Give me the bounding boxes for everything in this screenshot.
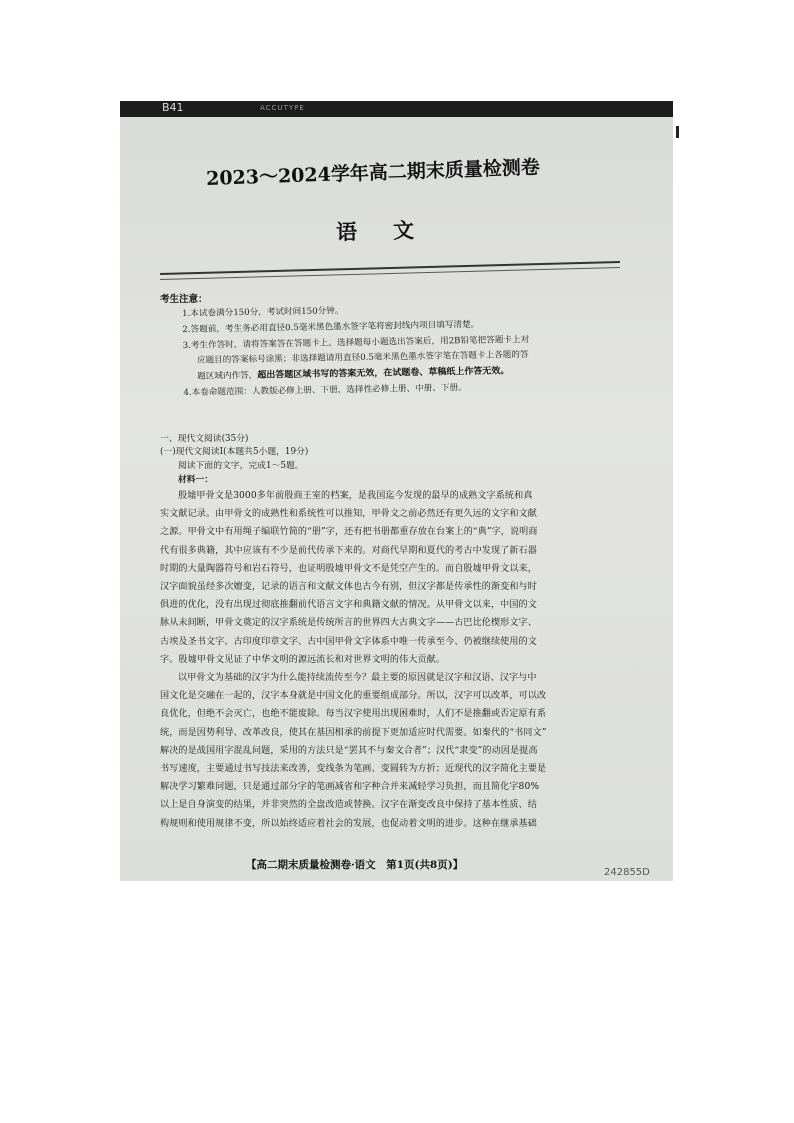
- strip-code: B41: [162, 101, 184, 114]
- top-strip: [120, 101, 673, 117]
- page-footer: 【高二期末质量检测卷·语文 第1页(共8页)】: [246, 859, 464, 871]
- section-subheading: (一)现代文阅读Ⅰ(本题共5小题，19分): [160, 447, 309, 457]
- material-label: 材料一：: [178, 475, 214, 485]
- passage-line: 解决的是战国用字混乱问题，采用的方法只是“罢其不与秦文合者”；汉代“隶变”的动因是提高: [160, 745, 538, 756]
- notice-list: [182, 299, 644, 402]
- passage-line: 脉从未间断，甲骨文奠定的汉字系统是传统所言的世界四大古典文字——古巴比伦楔形文字、: [160, 618, 537, 629]
- strip-brand: ACCUTYPE: [260, 104, 305, 112]
- passage-line: 汉字面貌虽经多次嬗变，记录的语言和文献文体也古今有别，但汉字都是传承性的渐变和与时: [160, 582, 537, 593]
- notice-item: 4.本卷命题范围：人教版必修上册、下册，选择性必修上册、中册、下册。: [183, 383, 467, 398]
- passage-line: 书写速度，主要通过书写技法来改善，变线条为笔画、变圆转为方折；近现代的汉字简化主要是: [160, 764, 547, 775]
- reading-section: [160, 433, 630, 833]
- passage-line: 以上是自身演变的结果，并非突然的全盘改造或替换。汉字在渐变改良中保持了基本性质、结: [160, 800, 537, 811]
- passage-line: 统，而是因势利导、改革改良，使其在基因相承的前提下更加适应时代需要。如秦代的“书同文”: [160, 727, 547, 738]
- notice-heading: 考生注意：: [160, 294, 208, 305]
- notice-item: 2.答题前，考生务必用直径0.5毫米黑色墨水签字笔将密封线内项目填写清楚。: [182, 319, 480, 335]
- edge-mark: [676, 126, 679, 138]
- passage-line: 字。殷墟甲骨文见证了中华文明的源远流长和对世界文明的伟大贡献。: [160, 654, 446, 665]
- notice-warning: 超出答题区域书写的答案无效，在试题卷、草稿纸上作答无效。: [257, 366, 510, 381]
- passage-line: 解决学习繁难问题，只是通过部分字的笔画减省和字种合并来减轻学习负担，而且简化字80%: [160, 782, 540, 793]
- notice-item: 1.本试卷满分150分，考试时间150分钟。: [182, 306, 344, 319]
- document-photo: [120, 101, 673, 881]
- passage-line: 以甲骨文为基础的汉字为什么能持续流传至今？最主要的原因就是汉字和汉语、汉字与中: [178, 673, 537, 684]
- passage-line: 构规则和使用规律不变，所以始终适应着社会的发展，也促动着文明的进步。这种在继承基础: [160, 818, 537, 829]
- passage-line: 国文化是交融在一起的，汉字本身就是中国文化的重要组成部分。所以，汉字可以改革，可以改: [160, 691, 547, 702]
- passage-line: 时期的大量陶器符号和岩石符号，也证明殷墟甲骨文不是凭空产生的。而自殷墟甲骨文以来，: [160, 563, 537, 574]
- notice-item: 3.考生作答时，请将答案答在答题卡上。选择题每小题选出答案后，用2B铅笔把答题卡上对: [182, 334, 530, 351]
- passage-line: 代有很多典籍，其中应该有不少是前代传承下来的。对商代早期和夏代的考古中发现了新石器: [160, 545, 537, 556]
- exam-sheet: [120, 117, 673, 881]
- passage-line: 俱进的优化，没有出现过彻底推翻前代语言文字和典籍文献的情况。从甲骨文以来，中国的文: [160, 600, 537, 611]
- passage-line: 良优化，但绝不会灭亡，也绝不能废除。每当汉字使用出现困难时，人们不是推翻或否定原有系: [160, 709, 547, 720]
- passage-line: 之源。甲骨文中有用绳子编联竹简的“册”字，还有把书册都重存放在台案上的“典”字，说明商: [160, 527, 538, 538]
- passage-line: 实文献记录。由甲骨文的成熟性和系统性可以推知，甲骨文之前必然还有更久远的文字和文献: [160, 509, 537, 520]
- section-instruction: 阅读下面的文字，完成1～5题。: [178, 461, 304, 471]
- section-heading: 一、现代文阅读(35分): [160, 434, 249, 444]
- passage-line: 古埃及圣书文字、古印度印章文字、古中国甲骨文字体系中唯一传承至今、仍被继续使用的文: [160, 636, 537, 647]
- notice-item-text: 题区域内作答，: [197, 370, 258, 382]
- exam-title: 2023～2024学年高二期末质量检测卷: [205, 156, 541, 190]
- exam-code: 242855D: [604, 867, 650, 878]
- exam-subject: 语文: [335, 216, 451, 245]
- notice-item: 应题目的答案标号涂黑；非选择题请用直径0.5毫米黑色墨水签字笔在答题卡上各题的答: [196, 350, 529, 367]
- passage-line: 殷墟甲骨文是3000多年前殷商王室的档案，是我国迄今发现的最早的成熟文字系统和真: [178, 491, 533, 501]
